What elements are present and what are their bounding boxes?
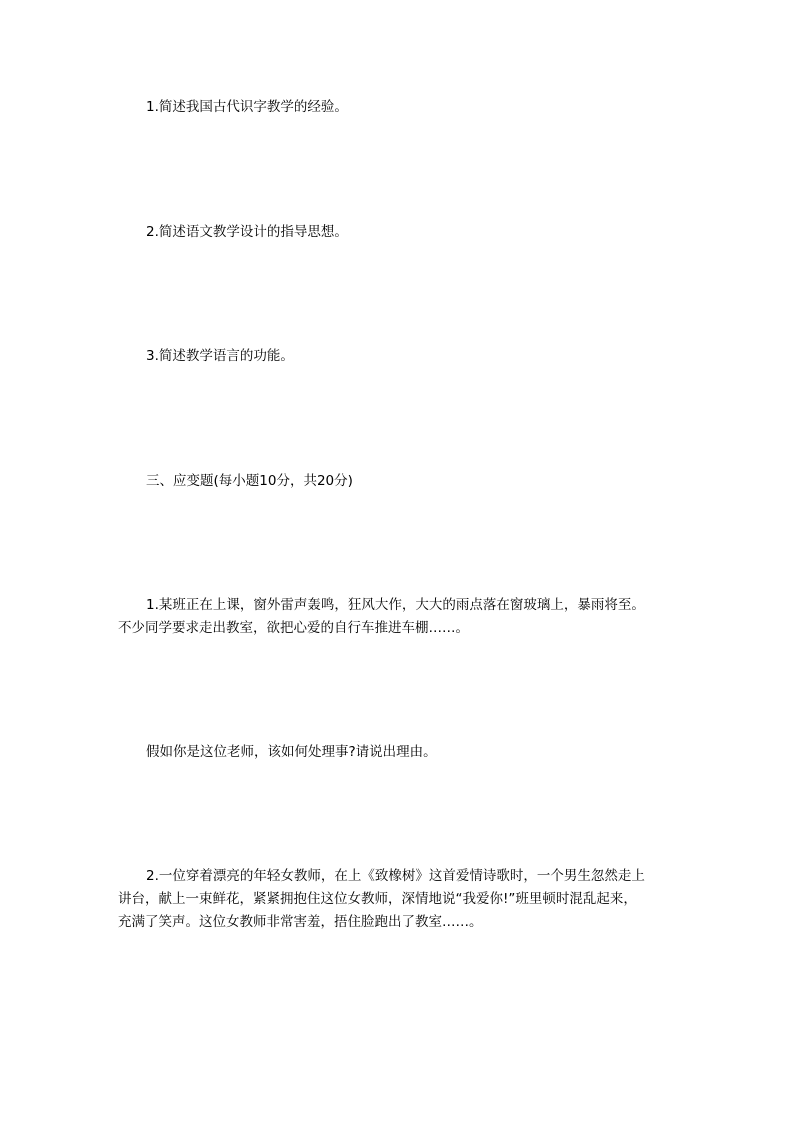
case-2-line-3: 充满了笑声。这位女教师非常害羞，捂住脸跑出了教室……。 bbox=[118, 914, 483, 930]
case-1-line-1: 1.某班正在上课，窗外雷声轰鸣，狂风大作，大大的雨点落在窗玻璃上，暴雨将至。 bbox=[146, 597, 645, 613]
section-heading: 三、应变题(每小题10分，共20分) bbox=[146, 473, 353, 489]
question-1-text: 1.简述我国古代识字教学的经验。 bbox=[146, 99, 348, 115]
case-1-question: 假如你是这位老师，该如何处理事?请说出理由。 bbox=[146, 744, 437, 760]
case-2-line-2: 讲台，献上一束鲜花，紧紧拥抱住这位女教师，深情地说“我爱你!”班里顿时混乱起来， bbox=[118, 891, 637, 907]
question-3-text: 3.简述教学语言的功能。 bbox=[146, 348, 294, 364]
question-2-text: 2.简述语文教学设计的指导思想。 bbox=[146, 224, 348, 240]
case-2-line-1: 2.一位穿着漂亮的年轻女教师，在上《致橡树》这首爱情诗歌时，一个男生忽然走上 bbox=[146, 868, 645, 884]
case-1-line-2: 不少同学要求走出教室，欲把心爱的自行车推进车棚……。 bbox=[118, 620, 469, 636]
